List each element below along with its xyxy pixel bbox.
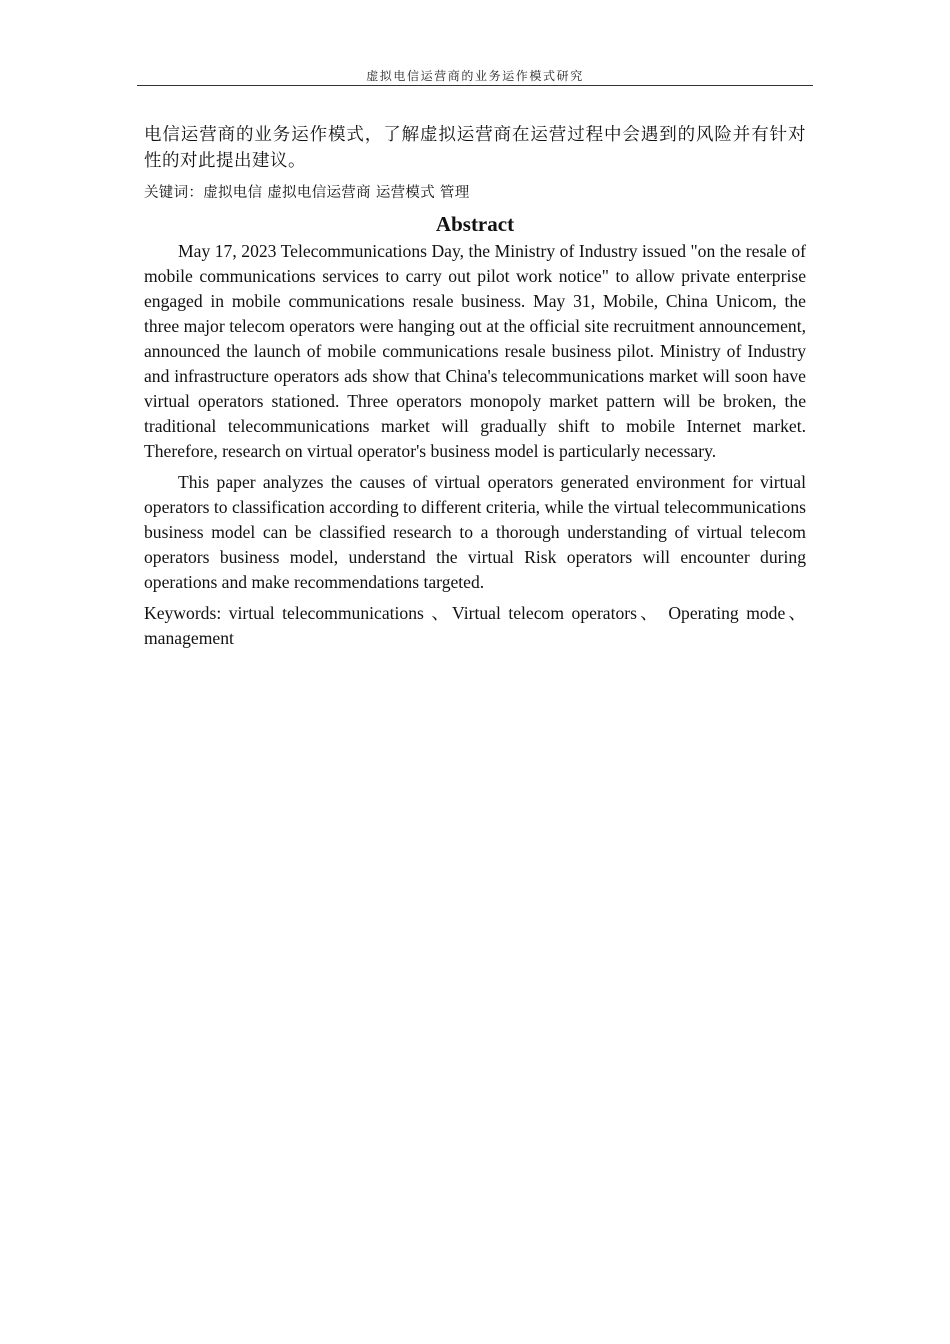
page-content (144, 122, 806, 651)
abstract-heading: Abstract (435, 212, 515, 236)
chinese-keywords: 关键词：虚拟电信 虚拟电信运营商 运营模式 管理 (144, 185, 470, 201)
english-keywords: Keywords: virtual telecommunications 、Virtual telecom operators、 Operating mode、 management (144, 603, 806, 648)
abstract-paragraph-2: This paper analyzes the causes of virtual operators generated environment for virtual operators to classification according to different criteria, while the virtual telecommunications business model can be classified research to a thorough understanding of virtual telecom operators business model, understand the virtual Risk operators will encounter during operations and make recommendations targeted. (144, 472, 806, 592)
chinese-abstract-continuation: 电信运营商的业务运作模式，了解虚拟运营商在运营过程中会遇到的风险并有针对性的对此提出建议。 (144, 125, 806, 171)
abstract-paragraph-1: May 17, 2023 Telecommunications Day, the Ministry of Industry issued "on the resale of mobile communications services to carry out pilot work notice" to allow private enterprise engaged in mobile communications resale business. May 31, Mobile, China Unicom, the three major telecom operators were hanging out at the official site recruitment announcement, announced the launch of mobile communications resale business pilot. Ministry of Industry and infrastructure operators ads show that China's telecommunications market will soon have virtual operators stationed. Three operators monopoly market pattern will be broken, the traditional telecommunications market will gradually shift to mobile Internet market. Therefore, research on virtual operator's business model is particularly necessary. (144, 241, 806, 461)
running-header-title: 虚拟电信运营商的业务运作模式研究 (366, 69, 584, 83)
header-rule (137, 85, 813, 86)
